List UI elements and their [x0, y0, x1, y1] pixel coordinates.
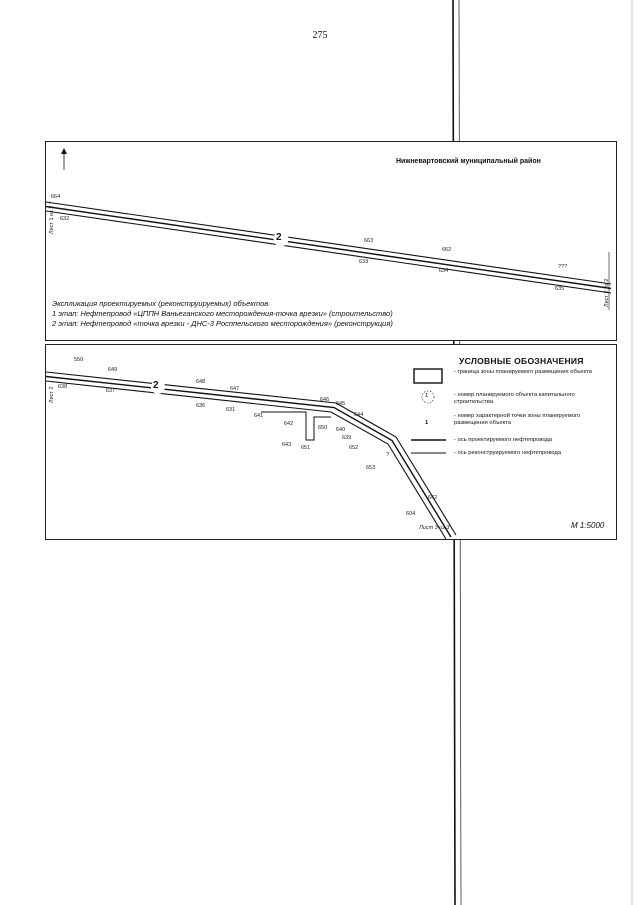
bottom-map-panel: [45, 344, 617, 540]
point-label: 648: [196, 379, 206, 385]
legend-item: - номер характерной точки зоны планируемого размещения объекта: [454, 413, 581, 426]
legend-item: - ось проектируемого нефтепровода: [454, 437, 553, 443]
legend-symbol-number: 1: [425, 393, 429, 399]
point-label: 604: [406, 511, 416, 517]
zone-boundary-icon: [414, 369, 442, 383]
point-label: 638: [58, 384, 68, 390]
legend-title: УСЛОВНЫЕ ОБОЗНАЧЕНИЯ: [459, 356, 584, 366]
page-number: 275: [312, 30, 328, 41]
explication-title: Экспликация проектируемых (реконструируемых) объектов.: [52, 299, 271, 308]
sheet-border-label: Лист 1 из 2 7: [49, 201, 55, 234]
point-label: 634: [439, 268, 449, 274]
route-number: 2: [153, 380, 159, 391]
point-label: 653: [366, 465, 376, 471]
point-label: 642: [428, 495, 438, 501]
sheet-border-label: Лист 3 из 3: [419, 525, 450, 531]
point-label: 645: [336, 401, 346, 407]
point-label: 637: [106, 388, 116, 394]
explication-stage1: 1 этап: Нефтепровод «ЦППН Ваньеганского месторождения-точка врезки» (строительство): [52, 309, 393, 318]
legend-item: - номер планируемого объекта капитального строительства: [454, 392, 575, 405]
point-label: ???: [558, 264, 568, 270]
top-map-panel: [45, 141, 617, 341]
scale-label: М 1:5000: [571, 521, 605, 530]
explication-stage2: 2 этап: Нефтепровод «точка врезки - ДНС-3 Росппельского месторождения» (реконструкция): [52, 319, 393, 328]
point-label: 640: [336, 427, 346, 433]
point-label: 641: [254, 413, 264, 419]
point-label: 663: [364, 238, 374, 244]
point-label: 642: [284, 421, 294, 427]
point-label: 651: [301, 445, 311, 451]
point-label: 633: [359, 259, 369, 265]
region-label: Нижневартовский муниципальный район: [396, 158, 541, 165]
point-label: 649: [108, 367, 118, 373]
point-label: 662: [442, 247, 452, 253]
point-label: 639: [342, 435, 352, 441]
point-label: 631: [226, 407, 236, 413]
point-label: 636: [196, 403, 206, 409]
sheet-border-label: Лист 2 из 2: [604, 278, 610, 307]
sheet-border-label: Лист 2: [49, 386, 55, 403]
point-label: ?: [386, 452, 390, 458]
point-label: 643: [282, 442, 292, 448]
point-label: 652: [349, 445, 359, 451]
point-label: 646: [320, 397, 330, 403]
point-label: 664: [51, 194, 61, 200]
route-number: 2: [276, 232, 282, 243]
legend-point-number: 1: [425, 420, 429, 426]
point-label: 644: [354, 412, 364, 418]
point-label: 647: [230, 386, 240, 392]
point-label: 632: [60, 216, 70, 222]
point-label: 635: [555, 286, 565, 292]
legend-item: - ось реконструируемого нефтепровода: [454, 450, 562, 456]
legend-item: - граница зоны планируемого размещения объекта: [454, 369, 592, 375]
point-label: 650: [318, 425, 328, 431]
point-label: 550: [74, 357, 84, 363]
